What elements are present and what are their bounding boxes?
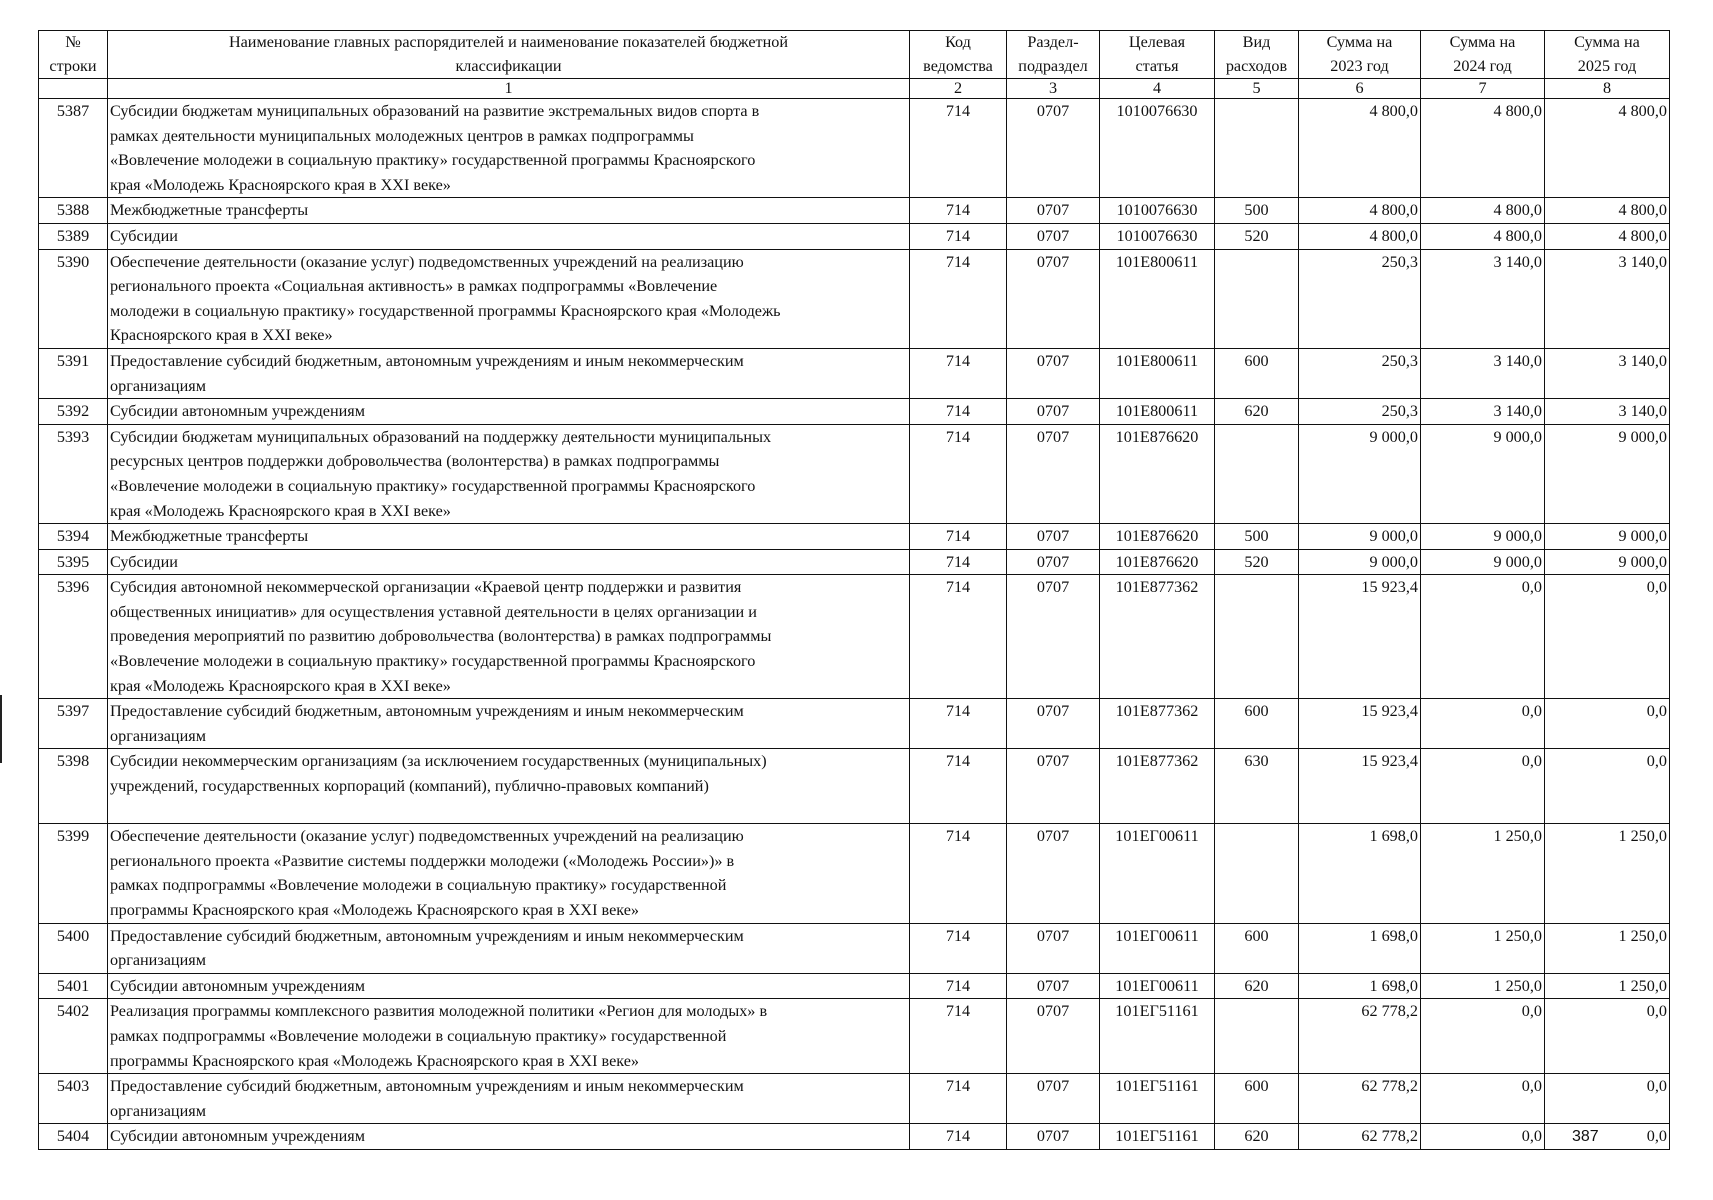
row-name-line: учреждений, государственных корпораций (компаний), публично-правовых компаний) — [110, 777, 709, 796]
column-number — [39, 79, 108, 99]
row-name-line: «Вовлечение молодежи в социальную практику» государственной программы Красноярского — [110, 652, 756, 671]
row-name-line: Межбюджетные трансферты — [110, 527, 309, 546]
row-name-line: Красноярского края в XXI веке» — [110, 326, 333, 345]
row-section: 0707 — [1007, 198, 1100, 224]
budget-page — [38, 30, 1670, 1150]
row-sum-2025: 4 800,0 — [1545, 198, 1670, 224]
row-name — [108, 524, 910, 550]
row-expense-kind: 500 — [1215, 198, 1299, 224]
row-name-line: края «Молодежь Красноярского края в XXI веке» — [110, 676, 451, 695]
row-name-line: рамках подпрограммы «Вовлечение молодежи в социальную практику» государственной — [110, 876, 727, 895]
table-header — [39, 31, 1670, 99]
row-name-line: программы Красноярского края «Молодежь Красноярского края в XXI веке» — [110, 901, 640, 919]
row-name-line: организациям — [110, 376, 206, 395]
row-sum-2025: 0,0 — [1545, 999, 1670, 1074]
row-sum-2023: 62 778,2 — [1299, 1074, 1421, 1124]
row-number: 5398 — [39, 749, 108, 824]
row-sum-2025: 1 250,0 — [1545, 824, 1670, 923]
table-body — [39, 99, 1670, 1150]
table-row — [39, 549, 1670, 575]
row-target-article: 101ЕГ00611 — [1100, 824, 1215, 923]
row-name-line: Реализация программы комплексного развития молодежной политики «Регион для молодых» в — [110, 1002, 768, 1021]
row-name-line: проведения мероприятий по развитию добровольчества (волонтерства) в рамках подпрограммы — [110, 627, 772, 646]
row-name — [108, 198, 910, 224]
row-department-code: 714 — [910, 249, 1007, 348]
row-name-line: регионального проекта «Социальная активность» в рамках подпрограммы «Вовлечение — [110, 277, 718, 296]
row-expense-kind — [1215, 575, 1299, 699]
row-name-line: края «Молодежь Красноярского края в XXI веке» — [110, 501, 451, 520]
row-sum-2023: 1 698,0 — [1299, 923, 1421, 973]
table-row — [39, 348, 1670, 398]
row-sum-2025: 0,0 — [1545, 1074, 1670, 1124]
table-row — [39, 575, 1670, 699]
row-department-code: 714 — [910, 575, 1007, 699]
row-sum-2025: 0,0 — [1545, 575, 1670, 699]
column-number-row — [39, 79, 1670, 99]
row-name — [108, 249, 910, 348]
row-target-article: 1010076630 — [1100, 198, 1215, 224]
row-sum-2025: 4 800,0 — [1545, 223, 1670, 249]
row-section: 0707 — [1007, 549, 1100, 575]
row-name-line: Субсидия автономной некоммерческой организации «Краевой центр поддержки и развития — [110, 578, 742, 597]
row-sum-2025: 3 140,0 — [1545, 399, 1670, 425]
row-sum-2024: 1 250,0 — [1421, 973, 1545, 999]
header-sum-2024: Сумма на 2024 год — [1421, 31, 1545, 79]
row-target-article: 1010076630 — [1100, 223, 1215, 249]
row-name-line: Межбюджетные трансферты — [110, 201, 309, 220]
row-target-article: 101E876620 — [1100, 424, 1215, 523]
row-sum-2023: 4 800,0 — [1299, 223, 1421, 249]
row-name — [108, 1124, 910, 1150]
row-department-code: 714 — [910, 348, 1007, 398]
row-sum-2023: 4 800,0 — [1299, 198, 1421, 224]
header-section: Раздел- подраздел — [1007, 31, 1100, 79]
row-target-article: 101ЕГ51161 — [1100, 999, 1215, 1074]
row-sum-2025: 0,0 — [1545, 699, 1670, 749]
row-name-line: программы Красноярского края «Молодежь Красноярского края в XXI веке» — [110, 1051, 640, 1070]
row-number: 5404 — [39, 1124, 108, 1150]
row-department-code: 714 — [910, 973, 1007, 999]
row-sum-2024: 3 140,0 — [1421, 399, 1545, 425]
row-sum-2025: 9 000,0 — [1545, 549, 1670, 575]
table-row — [39, 99, 1670, 198]
budget-table — [38, 30, 1670, 1150]
row-number: 5395 — [39, 549, 108, 575]
row-target-article: 101E876620 — [1100, 549, 1215, 575]
row-department-code: 714 — [910, 99, 1007, 198]
row-sum-2025: 4 800,0 — [1545, 99, 1670, 198]
row-sum-2025: 0,0 — [1545, 749, 1670, 824]
row-name — [108, 223, 910, 249]
row-section: 0707 — [1007, 575, 1100, 699]
row-sum-2024: 0,0 — [1421, 749, 1545, 824]
row-name-line — [110, 799, 907, 824]
header-row — [39, 31, 1670, 79]
row-number: 5388 — [39, 198, 108, 224]
row-expense-kind: 520 — [1215, 223, 1299, 249]
row-name-line: регионального проекта «Развитие системы поддержки молодежи («Молодежь России»)» в — [110, 851, 735, 870]
row-sum-2023: 9 000,0 — [1299, 524, 1421, 550]
row-name-line: Субсидии автономным учреждениям — [110, 1127, 365, 1146]
row-department-code: 714 — [910, 198, 1007, 224]
row-name-line: «Вовлечение молодежи в социальную практику» государственной программы Красноярского — [110, 151, 756, 170]
row-name — [108, 824, 910, 923]
row-sum-2023: 62 778,2 — [1299, 999, 1421, 1074]
row-department-code: 714 — [910, 399, 1007, 425]
row-name-line: Обеспечение деятельности (оказание услуг) подведомственных учреждений на реализацию — [110, 252, 744, 271]
row-number: 5389 — [39, 223, 108, 249]
row-name — [108, 399, 910, 425]
column-number: 3 — [1007, 79, 1100, 99]
row-sum-2023: 250,3 — [1299, 399, 1421, 425]
row-expense-kind: 600 — [1215, 1074, 1299, 1124]
row-section: 0707 — [1007, 524, 1100, 550]
row-number: 5392 — [39, 399, 108, 425]
row-sum-2025: 1 250,0 — [1545, 923, 1670, 973]
row-sum-2024: 4 800,0 — [1421, 198, 1545, 224]
row-department-code: 714 — [910, 923, 1007, 973]
row-sum-2023: 15 923,4 — [1299, 699, 1421, 749]
row-expense-kind: 520 — [1215, 549, 1299, 575]
table-row — [39, 699, 1670, 749]
row-name-line: Субсидии бюджетам муниципальных образований на развитие экстремальных видов спорта в — [110, 102, 760, 120]
row-number: 5397 — [39, 699, 108, 749]
row-name — [108, 348, 910, 398]
row-section: 0707 — [1007, 1124, 1100, 1150]
row-expense-kind — [1215, 249, 1299, 348]
row-target-article: 1010076630 — [1100, 99, 1215, 198]
row-section: 0707 — [1007, 749, 1100, 824]
row-expense-kind: 600 — [1215, 699, 1299, 749]
row-number: 5400 — [39, 923, 108, 973]
column-number: 2 — [910, 79, 1007, 99]
row-number: 5391 — [39, 348, 108, 398]
table-row — [39, 999, 1670, 1074]
table-row — [39, 399, 1670, 425]
row-sum-2024: 0,0 — [1421, 575, 1545, 699]
row-name-line: «Вовлечение молодежи в социальную практику» государственной программы Красноярского — [110, 476, 756, 495]
table-row — [39, 923, 1670, 973]
row-name-line: Субсидии — [110, 226, 178, 245]
row-sum-2023: 1 698,0 — [1299, 824, 1421, 923]
row-name-line: Субсидии бюджетам муниципальных образований на поддержку деятельности муниципальных — [110, 427, 772, 446]
row-sum-2023: 9 000,0 — [1299, 424, 1421, 523]
header-name: Наименование главных распорядителей и наименование показателей бюджетной классификации — [108, 31, 910, 79]
row-target-article: 101ЕГ51161 — [1100, 1074, 1215, 1124]
table-row — [39, 223, 1670, 249]
table-row — [39, 824, 1670, 923]
column-number: 8 — [1545, 79, 1670, 99]
row-department-code: 714 — [910, 1124, 1007, 1150]
row-section: 0707 — [1007, 424, 1100, 523]
row-expense-kind — [1215, 824, 1299, 923]
row-expense-kind: 600 — [1215, 923, 1299, 973]
row-sum-2024: 0,0 — [1421, 699, 1545, 749]
table-row — [39, 424, 1670, 523]
row-target-article: 101ЕГ00611 — [1100, 973, 1215, 999]
row-sum-2023: 15 923,4 — [1299, 749, 1421, 824]
row-expense-kind: 620 — [1215, 399, 1299, 425]
row-number: 5394 — [39, 524, 108, 550]
row-target-article: 101E800611 — [1100, 249, 1215, 348]
row-name-line: Предоставление субсидий бюджетным, автономным учреждениям и иным некоммерческим — [110, 702, 744, 721]
row-name — [108, 575, 910, 699]
column-number: 4 — [1100, 79, 1215, 99]
row-sum-2025: 3 140,0 — [1545, 348, 1670, 398]
row-section: 0707 — [1007, 348, 1100, 398]
row-sum-2025: 9 000,0 — [1545, 424, 1670, 523]
header-article: Целевая статья — [1100, 31, 1215, 79]
row-sum-2024: 9 000,0 — [1421, 524, 1545, 550]
row-sum-2024: 4 800,0 — [1421, 99, 1545, 198]
row-section: 0707 — [1007, 223, 1100, 249]
row-target-article: 101E800611 — [1100, 348, 1215, 398]
row-expense-kind: 620 — [1215, 973, 1299, 999]
row-section: 0707 — [1007, 249, 1100, 348]
header-row-no: № строки — [39, 31, 108, 79]
table-row — [39, 973, 1670, 999]
row-section: 0707 — [1007, 973, 1100, 999]
row-sum-2023: 62 778,2 — [1299, 1124, 1421, 1150]
row-number: 5396 — [39, 575, 108, 699]
row-sum-2023: 15 923,4 — [1299, 575, 1421, 699]
header-sum-2023: Сумма на 2023 год — [1299, 31, 1421, 79]
row-department-code: 714 — [910, 1074, 1007, 1124]
row-name — [108, 749, 910, 824]
row-sum-2023: 4 800,0 — [1299, 99, 1421, 198]
column-number: 6 — [1299, 79, 1421, 99]
row-name — [108, 923, 910, 973]
row-sum-2024: 3 140,0 — [1421, 249, 1545, 348]
row-name-line: организациям — [110, 1101, 206, 1120]
row-sum-2025: 3 140,0 — [1545, 249, 1670, 348]
row-sum-2024: 0,0 — [1421, 1074, 1545, 1124]
row-department-code: 714 — [910, 824, 1007, 923]
row-department-code: 714 — [910, 424, 1007, 523]
row-sum-2023: 9 000,0 — [1299, 549, 1421, 575]
row-expense-kind — [1215, 424, 1299, 523]
page-number: 387 — [1572, 1128, 1599, 1145]
header-code: Код ведомства — [910, 31, 1007, 79]
row-name — [108, 999, 910, 1074]
row-name — [108, 973, 910, 999]
row-sum-2024: 4 800,0 — [1421, 223, 1545, 249]
row-section: 0707 — [1007, 824, 1100, 923]
row-sum-2024: 1 250,0 — [1421, 824, 1545, 923]
row-sum-2024: 3 140,0 — [1421, 348, 1545, 398]
row-sum-2024: 9 000,0 — [1421, 424, 1545, 523]
table-row — [39, 524, 1670, 550]
row-section: 0707 — [1007, 699, 1100, 749]
row-department-code: 714 — [910, 699, 1007, 749]
row-target-article: 101ЕГ00611 — [1100, 923, 1215, 973]
row-sum-2024: 9 000,0 — [1421, 549, 1545, 575]
row-number: 5399 — [39, 824, 108, 923]
row-sum-2025: 0,0 — [1545, 1124, 1670, 1150]
row-name-line: Предоставление субсидий бюджетным, автономным учреждениям и иным некоммерческим — [110, 351, 744, 370]
row-number: 5401 — [39, 973, 108, 999]
header-sum-2025: Сумма на 2025 год — [1545, 31, 1670, 79]
column-number: 5 — [1215, 79, 1299, 99]
row-name-line: рамках деятельности муниципальных молодежных центров в рамках подпрограммы — [110, 126, 694, 145]
column-number: 7 — [1421, 79, 1545, 99]
row-expense-kind: 600 — [1215, 348, 1299, 398]
row-number: 5387 — [39, 99, 108, 198]
row-name-line: Обеспечение деятельности (оказание услуг) подведомственных учреждений на реализацию — [110, 827, 744, 846]
column-number: 1 — [108, 79, 910, 99]
row-name-line: Предоставление субсидий бюджетным, автономным учреждениям и иным некоммерческим — [110, 1077, 744, 1096]
row-expense-kind — [1215, 99, 1299, 198]
table-row — [39, 749, 1670, 824]
row-sum-2024: 0,0 — [1421, 999, 1545, 1074]
header-kind: Вид расходов — [1215, 31, 1299, 79]
row-name-line: Субсидии некоммерческим организациям (за исключением государственных (муниципальных) — [110, 752, 767, 771]
row-department-code: 714 — [910, 223, 1007, 249]
row-name-line: организациям — [110, 951, 206, 970]
row-expense-kind: 630 — [1215, 749, 1299, 824]
row-section: 0707 — [1007, 999, 1100, 1074]
row-department-code: 714 — [910, 524, 1007, 550]
row-section: 0707 — [1007, 1074, 1100, 1124]
row-name-line: молодежи в социальную практику» государственной программы Красноярского края «Молодежь — [110, 301, 781, 320]
row-name — [108, 99, 910, 198]
row-target-article: 101E800611 — [1100, 399, 1215, 425]
row-name-line: ресурсных центров поддержки добровольчества (волонтерства) в рамках подпрограммы — [110, 452, 720, 471]
row-sum-2024: 1 250,0 — [1421, 923, 1545, 973]
table-row — [39, 1124, 1670, 1150]
row-target-article: 101ЕГ51161 — [1100, 1124, 1215, 1150]
row-name-line: Субсидии автономным учреждениям — [110, 976, 365, 995]
row-target-article: 101E877362 — [1100, 749, 1215, 824]
row-section: 0707 — [1007, 923, 1100, 973]
row-department-code: 714 — [910, 749, 1007, 824]
table-row — [39, 198, 1670, 224]
row-name-line: края «Молодежь Красноярского края в XXI веке» — [110, 175, 451, 194]
row-name-line: Субсидии автономным учреждениям — [110, 402, 365, 421]
row-section: 0707 — [1007, 399, 1100, 425]
row-expense-kind: 620 — [1215, 1124, 1299, 1150]
row-number: 5393 — [39, 424, 108, 523]
row-name-line: рамках подпрограммы «Вовлечение молодежи в социальную практику» государственной — [110, 1026, 727, 1045]
row-sum-2025: 9 000,0 — [1545, 524, 1670, 550]
row-target-article: 101E876620 — [1100, 524, 1215, 550]
table-row — [39, 249, 1670, 348]
table-row — [39, 1074, 1670, 1124]
row-sum-2024: 0,0 — [1421, 1124, 1545, 1150]
row-sum-2025: 1 250,0 — [1545, 973, 1670, 999]
row-expense-kind: 500 — [1215, 524, 1299, 550]
row-expense-kind — [1215, 999, 1299, 1074]
row-name — [108, 549, 910, 575]
row-target-article: 101E877362 — [1100, 575, 1215, 699]
row-name — [108, 424, 910, 523]
row-target-article: 101E877362 — [1100, 699, 1215, 749]
row-department-code: 714 — [910, 999, 1007, 1074]
row-name-line: Субсидии — [110, 552, 178, 571]
row-name-line: общественных инициатив» для осуществления уставной деятельности в целях организации и — [110, 602, 757, 621]
row-department-code: 714 — [910, 549, 1007, 575]
row-number: 5402 — [39, 999, 108, 1074]
row-name — [108, 699, 910, 749]
row-number: 5390 — [39, 249, 108, 348]
row-name — [108, 1074, 910, 1124]
row-number: 5403 — [39, 1074, 108, 1124]
row-sum-2023: 1 698,0 — [1299, 973, 1421, 999]
row-sum-2023: 250,3 — [1299, 348, 1421, 398]
row-section: 0707 — [1007, 99, 1100, 198]
row-sum-2023: 250,3 — [1299, 249, 1421, 348]
row-name-line: организациям — [110, 726, 206, 745]
scan-margin-mark — [0, 695, 2, 763]
row-name-line: Предоставление субсидий бюджетным, автономным учреждениям и иным некоммерческим — [110, 926, 744, 945]
